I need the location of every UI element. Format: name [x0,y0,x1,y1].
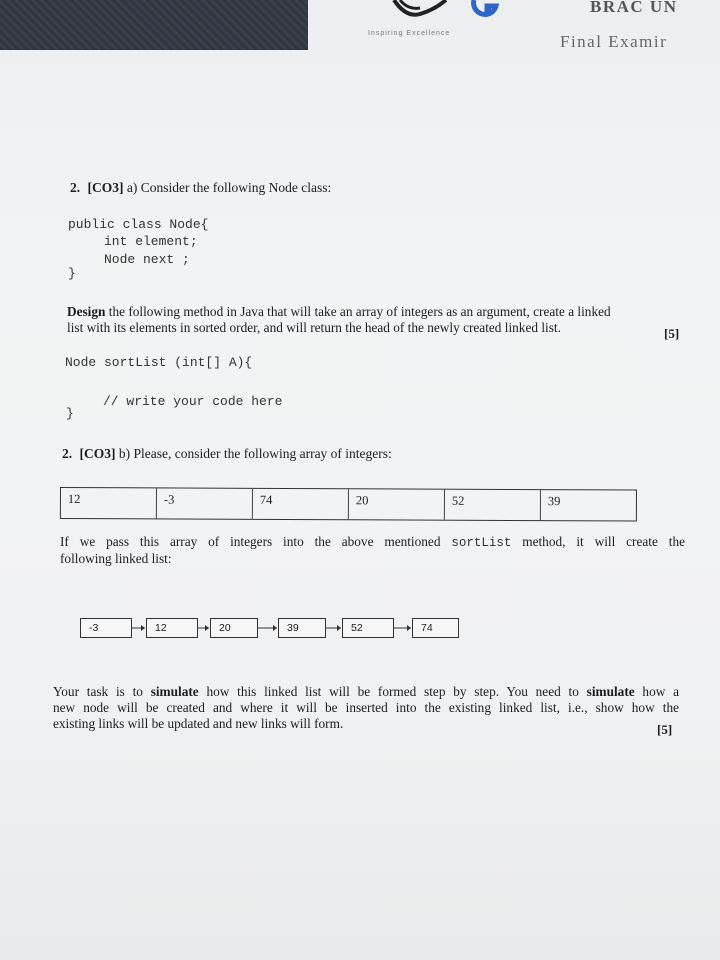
question-2a-heading [70,180,331,196]
task-text: new node will be created and where it will be inserted into the existing linked list, i.e., show how the [53,700,679,715]
link-arrow-icon [258,618,278,638]
code-line: int element; [104,234,198,249]
design-paragraph [67,304,689,336]
linked-list-node: 39 [278,618,326,638]
link-arrow-icon [198,618,210,638]
pass-text: following linked list: [60,551,172,566]
task-text: how this linked list will be formed step by step. You need to [198,684,587,699]
linked-list-node: 20 [210,618,258,638]
code-line: } [66,406,74,421]
code-line: public class Node{ [68,217,209,232]
linked-list-node: 52 [342,618,394,638]
code-line: Node next ; [104,252,190,267]
pass-text: method, it will create the [511,534,685,549]
blue-logo-icon [470,0,500,20]
link-arrow-icon [394,618,412,638]
array-cell: 39 [547,494,561,509]
course-outcome-tag: [CO3] [87,180,124,195]
array-cell: 74 [253,489,349,519]
exam-title: Final Examir [560,32,668,51]
pass-text: If we pass this array of integers into the above mentioned [60,534,452,549]
linked-list-node: 12 [146,618,198,638]
design-line: list with its elements in sorted order, and will return the head of the newly created linked list. [67,320,561,335]
question-2b-heading [62,446,392,462]
array-cell: -3 [157,488,253,518]
code-line: } [68,266,76,281]
university-motto: Inspiring Excellence [368,30,451,37]
task-bold: simulate [586,684,635,699]
marks-label: [5] [664,326,680,341]
array-cell: 12 [61,488,157,518]
integer-array-table [60,487,637,522]
array-cell: 52 [445,490,541,520]
linked-list-node: 74 [412,618,459,638]
design-line: the following method in Java that will take an array of integers as an argument, create a linked [108,304,611,319]
task-text: how a [634,684,679,699]
task-text: Your task is to [53,684,151,699]
dark-background-corner [0,0,308,50]
design-bold-word: Design [67,304,106,319]
university-logo-icon [392,0,448,22]
university-name: BRAC UN [590,0,678,16]
question-number: 2. [62,446,73,461]
question-text: a) Consider the following Node class: [126,180,332,195]
method-name: sortList [451,536,512,550]
link-arrow-icon [132,618,146,638]
pass-paragraph [60,534,685,567]
question-text: b) Please, consider the following array of integers: [118,446,392,461]
linked-list-node: -3 [80,618,132,638]
code-comment: // write your code here [103,394,283,409]
method-signature: Node sortList (int[] A){ [65,355,253,370]
marks-label: [5] [657,722,673,737]
task-paragraph [53,684,679,732]
course-outcome-tag: [CO3] [79,446,116,461]
task-bold: simulate [150,684,199,699]
array-cell: 20 [349,489,445,519]
link-arrow-icon [326,618,342,638]
question-number: 2. [70,180,81,195]
task-text: existing links will be updated and new links will form. [53,716,344,731]
